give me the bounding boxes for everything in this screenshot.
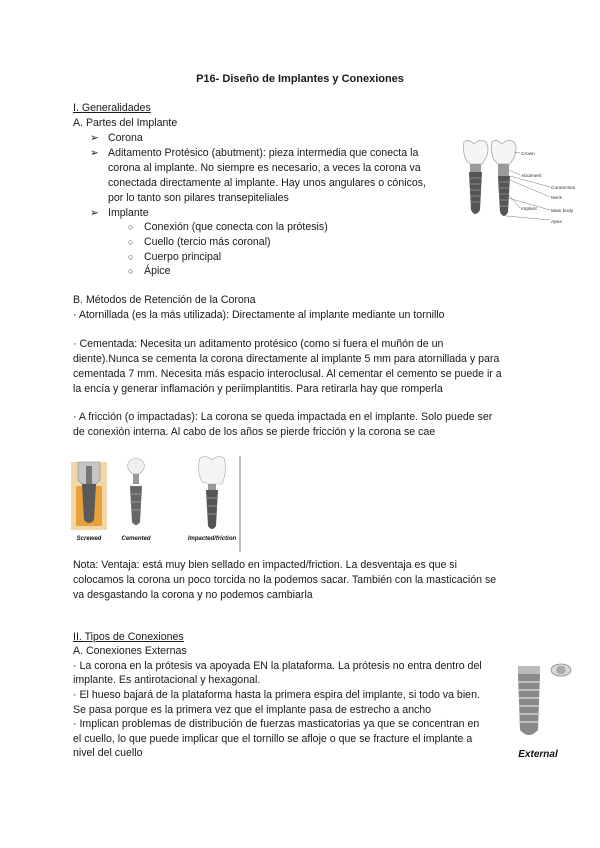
paragraph-line: de conexión interna. Al cabo de los años se pierde fricción y la corona se cae [73, 426, 436, 438]
implant-parts-figure [460, 138, 586, 234]
sub-list-item: ○ Cuerpo principal [128, 251, 222, 263]
list-item-continuation: corona al implante. No siempre es necesario, a veces la corona va [108, 162, 421, 174]
paragraph-line: Se pasa porque es la primera vez que el implante pasa de estrecho a ancho [73, 704, 432, 716]
list-item: ➢ Corona [90, 132, 143, 144]
figure-label: External [518, 749, 558, 760]
subheading-externas: A. Conexiones Externas [73, 645, 187, 657]
paragraph-line: cementada 7 mm. Necesita más espacio interoclusal. Al cementar el cemento se puede ir a [73, 368, 502, 380]
paragraph-line: diente).Nunca se cementa la corona directamente al implante 5 mm para atornillada y para [73, 353, 500, 365]
paragraph-line: la encía y generar inflamación y periimplantitis. Para retirarla hay que romperla [73, 383, 443, 395]
figure-label: Neck [551, 196, 562, 201]
sub-list-item: ○ Cuello (tercio más coronal) [128, 236, 271, 248]
figure-label: Implant [521, 207, 537, 212]
arrow-bullet-icon: ➢ [90, 147, 99, 159]
sub-list-item: ○ Conexión (que conecta con la prótesis) [128, 221, 328, 233]
figure-label: Apex [551, 220, 562, 225]
paragraph-line: va desgastando la corona y no podemos cambiarla [73, 589, 313, 601]
figure-label: Main body [551, 209, 574, 214]
list-item-continuation: por lo tanto son pilares transepiteliales [108, 192, 289, 204]
paragraph-line: · A fricción (o impactadas): La corona se queda impactada en el implante. Solo puede ser [73, 411, 493, 423]
sub-list-item: ○ Ápice [128, 265, 171, 277]
figure-label: Crown [521, 152, 535, 157]
paragraph-line: · Implican problemas de distribución de fuerzas masticatorias ya que se concentran en [73, 718, 480, 730]
list-item: ➢ Implante [90, 207, 149, 219]
retention-methods-figure [66, 456, 244, 552]
paragraph-line: · Cementada: Necesita un aditamento protésico (como si fuera el muñón de un [73, 338, 444, 350]
circle-bullet-icon: ○ [128, 266, 134, 276]
paragraph-line: nivel del cuello [73, 747, 143, 759]
section-heading-generalidades: I. Generalidades [73, 102, 151, 114]
arrow-bullet-icon: ➢ [90, 132, 99, 144]
figure-label: Impacted/friction [187, 536, 237, 542]
section-heading-tipos: II. Tipos de Conexiones [73, 631, 184, 643]
arrow-bullet-icon: ➢ [90, 207, 99, 219]
paragraph-atornillada: · Atornillada (es la más utilizada): Directamente al implante mediante un tornillo [73, 309, 445, 321]
figure-label: Cemented [121, 536, 151, 542]
page-title: P16- Diseño de Implantes y Conexiones [196, 73, 404, 85]
figure-label: Screwed [76, 536, 102, 542]
paragraph-line: colocamos la corona un poco torcida no la podemos sacar. También con la masticación se [73, 574, 497, 586]
figure-label: Connection [551, 186, 576, 191]
paragraph-line: · El hueso bajará de la plataforma hasta la primera espira del implante, si todo va bien. [73, 689, 480, 701]
paragraph-line: el cuello, lo que puede implicar que el tornillo se afloje o que se fracture el implante a [73, 733, 473, 745]
circle-bullet-icon: ○ [128, 252, 134, 262]
circle-bullet-icon: ○ [128, 222, 134, 232]
circle-bullet-icon: ○ [128, 237, 134, 247]
external-connection-figure [508, 656, 580, 768]
subheading-metodos: B. Métodos de Retención de la Corona [73, 294, 256, 306]
list-item: ➢ Aditamento Protésico (abutment): pieza intermedia que conecta la [90, 147, 419, 159]
paragraph-line: · La corona en la prótesis va apoyada EN la plataforma. La prótesis no entra dentro del [73, 660, 482, 672]
figure-label: Abutment [521, 174, 542, 179]
list-item-continuation: conectada directamente al implante. Hay unos angulares o cónicos, [108, 177, 426, 189]
paragraph-line: Nota: Ventaja: está muy bien sellado en impacted/friction. La desventaja es que si [73, 559, 457, 571]
paragraph-line: implante. Es antirotacional y hexagonal. [73, 674, 261, 686]
subheading-partes: A. Partes del Implante [73, 117, 178, 129]
